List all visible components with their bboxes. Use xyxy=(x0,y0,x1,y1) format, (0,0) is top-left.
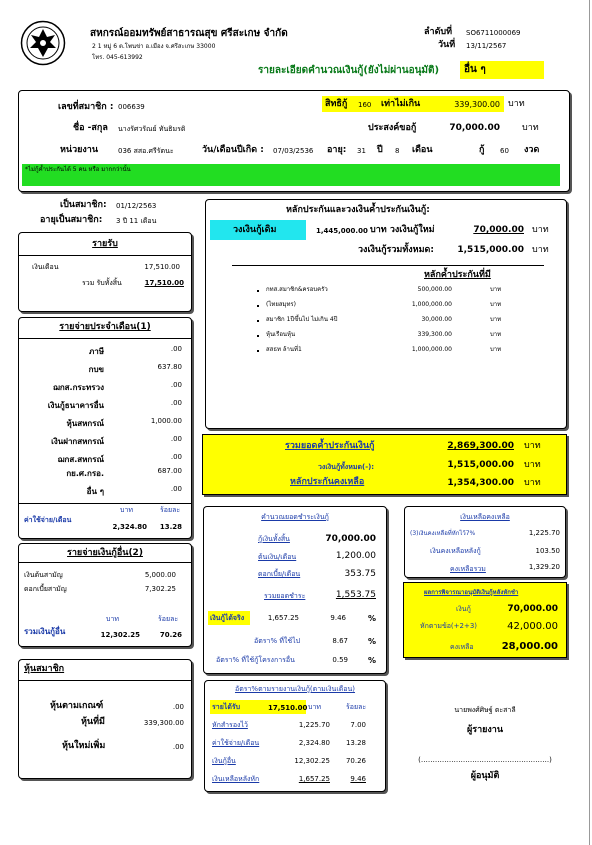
net-loan-label: เงินกู้ xyxy=(456,605,471,613)
calc-interest-label: ดอกเบี้ย/เดือน xyxy=(258,570,301,578)
exp-item-value: 687.00 xyxy=(157,467,182,475)
net-deduct-label: หักตามข้อ(+2+3) xyxy=(420,622,478,630)
reporter-title: ผู้รายงาน xyxy=(466,725,504,735)
calc-real-value: 1,657.25 xyxy=(267,614,299,622)
exp-item-value: .00 xyxy=(170,381,182,389)
net-title: ผลการพิจารณาอนุมัติเงินกู้หลังหักชำ xyxy=(424,589,519,596)
collateral-unit: บาท xyxy=(490,301,502,308)
calc-other-value: 0.59 xyxy=(332,656,348,664)
max-value: 339,300.00 xyxy=(454,100,500,109)
org-phone: โทร. 045-613992 xyxy=(92,54,143,61)
since-value: 01/12/2563 xyxy=(116,202,157,210)
calc-pay-label: รวมยอดชำระ xyxy=(264,592,306,600)
remain-r2-label: เงินคงเหลือหลังกู้ xyxy=(430,547,481,555)
loan-principal-label: เงินต้นสามัญ xyxy=(24,571,63,579)
bullet-dot xyxy=(257,320,259,322)
shares-title: หุ้นสมาชิก xyxy=(24,664,65,674)
years-label: ปี xyxy=(377,145,383,155)
rate-baht-head: บาท xyxy=(308,703,321,711)
shares-new-label: หุ้นใหม่เพิ่ม xyxy=(62,741,106,751)
net-net-label: คงเหลือ xyxy=(450,643,474,651)
right-value: 160 xyxy=(358,101,372,109)
shares-new-value: .00 xyxy=(172,743,184,751)
loan-label: กู้ xyxy=(479,145,485,155)
max-baht: บาท xyxy=(508,99,525,109)
total-loan-label: วงเงินกู้รวมทั้งหมด: xyxy=(358,245,434,255)
approver-blank: (……………………………………………….) xyxy=(418,756,552,764)
exp-item-value: .00 xyxy=(170,435,182,443)
calc-interest-value: 353.75 xyxy=(344,569,376,579)
exp-item-label: ฌกส.กระทรวง xyxy=(52,383,104,392)
calc-principal-value: 1,200.00 xyxy=(335,551,376,561)
months-label: เดือน xyxy=(412,145,433,155)
exp-item-label: อื่น ๆ xyxy=(86,487,104,496)
loan-pct-head: ร้อยละ xyxy=(158,615,179,623)
income-total: 17,510.00 xyxy=(144,279,184,287)
rate-row-pct: 13.28 xyxy=(345,739,366,747)
loan-principal-value: 5,000.00 xyxy=(144,571,176,579)
new-loan-baht: บาท xyxy=(532,225,549,235)
calc-real-label: เงินกู้ได้จริง xyxy=(210,614,245,622)
collateral-unit: บาท xyxy=(490,286,502,293)
loan-exp-divider xyxy=(18,562,192,563)
guarantee-divider xyxy=(232,265,544,266)
exp-sum-label: ค่าใช้จ่าย/เดือน xyxy=(24,516,72,524)
calc-rate-label: อัตรา% ที่ใช้ไป xyxy=(254,637,301,645)
exp-item-value: 637.80 xyxy=(157,363,182,371)
shares-have-value: 339,300.00 xyxy=(143,719,184,727)
monthly-exp-sum-divider xyxy=(18,503,192,504)
member-age-value: 3 ปี 11 เดือน xyxy=(116,217,157,225)
collateral-value: 1,000,000.00 xyxy=(411,346,452,353)
summary-remain-label: หลักประกันคงเหลือ xyxy=(290,477,365,487)
reporter-name: นายพงศ์ศิษฐ์ ตะสาลี xyxy=(454,706,516,714)
exp-item-label: หุ้นสหกรณ์ xyxy=(66,419,104,428)
monthly-exp-title: รายจ่ายประจำเดือน(1) xyxy=(59,322,151,332)
rate-income-value: 17,510.00 xyxy=(268,704,308,712)
rate-row-value: 1,225.70 xyxy=(298,721,330,729)
collateral-label: (ไทยสมุทร) xyxy=(266,301,296,308)
rate-row-label: หักสำรองไว้ xyxy=(212,721,248,729)
date-label: วันที่ xyxy=(438,40,456,50)
loan-baht-head: บาท xyxy=(106,615,119,623)
right-label: สิทธิกู้ xyxy=(325,99,348,109)
summary-total-label: รวมยอดค้ำประกันเงินกู้ xyxy=(285,441,375,451)
calc-pay-value: 1,553.75 xyxy=(335,590,376,600)
calc-rate-pct-sign: % xyxy=(368,637,377,646)
org-logo xyxy=(20,20,66,66)
collateral-unit: บาท xyxy=(490,346,502,353)
member-name: นางรัศวรัณย์ ทันธิมรติ xyxy=(118,125,186,133)
age-label: อายุ: xyxy=(327,145,347,155)
remain-r3-label: คงเหลือรวม xyxy=(450,565,486,573)
summary-total-baht: บาท xyxy=(524,441,541,451)
exp-item-label: เงินกู้ธนาคารอื่น xyxy=(47,401,104,410)
remain-r2-value: 103.50 xyxy=(535,547,560,555)
new-loan-label: บาท วงเงินกู้ใหม่ xyxy=(370,225,435,235)
loan-sum-value: 12,302.25 xyxy=(100,631,140,639)
collateral-unit: บาท xyxy=(490,331,502,338)
calc-title: คำนวณยอดชำระเงินกู้ xyxy=(261,513,329,521)
calc-real-pct-sign: % xyxy=(368,614,377,623)
max-label: เท่าไม่เกิน xyxy=(381,99,421,109)
exp-item-value: .00 xyxy=(170,485,182,493)
net-deduct-value: 42,000.00 xyxy=(507,621,558,632)
salary-value: 17,510.00 xyxy=(144,263,180,271)
summary-remain-value: 1,354,300.00 xyxy=(447,478,514,488)
exp-sum-value: 2,324.80 xyxy=(112,523,147,531)
rate-income-label: รายได้รับ xyxy=(212,703,241,711)
rate-pct-head: ร้อยละ xyxy=(346,703,367,711)
net-loan-value: 70,000.00 xyxy=(507,604,558,614)
rate-row-label: เงินเหลือหลังหัก xyxy=(212,775,260,783)
calc-other-label: อัตรา% ที่ใช้กู้โครงการอื่น xyxy=(216,656,295,664)
collateral-value: 500,000.00 xyxy=(417,286,452,293)
rate-row-value: 1,657.25 xyxy=(298,775,330,783)
calc-principal-label: ต้นเงิน/เดือน xyxy=(258,553,297,561)
shares-buy-label: หุ้นตามเกณฑ์ xyxy=(50,701,104,711)
calc-loan-value: 70,000.00 xyxy=(325,534,376,544)
date-value: 13/11/2567 xyxy=(466,42,507,50)
collateral-value: 1,000,000.00 xyxy=(411,301,452,308)
loan-interest-value: 7,302.25 xyxy=(144,585,176,593)
purpose-baht: บาท xyxy=(522,123,539,133)
monthly-exp-divider xyxy=(18,338,192,339)
purpose-value: 70,000.00 xyxy=(449,123,500,133)
bullet-dot xyxy=(257,335,259,337)
seq-label: ลำดับที่ xyxy=(424,27,453,37)
rate-title: อัตรา%ตามรายงานเงินกู้(ตามเงินเดือน) xyxy=(234,685,356,693)
exp-baht-head: บาท xyxy=(120,506,133,514)
rate-row-value: 12,302.25 xyxy=(294,757,330,765)
exp-item-value: .00 xyxy=(170,399,182,407)
exp-item-label: ภาษี xyxy=(88,347,104,356)
member-name-label: ชื่อ -สกุล xyxy=(73,123,108,133)
loan-type: อื่น ๆ xyxy=(464,64,486,75)
bullet-dot xyxy=(257,305,259,307)
org-name: สหกรณ์ออมทรัพย์สาธารณสุข ศรีสะเกษ จำกัด xyxy=(90,28,288,39)
loan-periods: 60 xyxy=(500,147,509,155)
summary-total-value: 2,869,300.00 xyxy=(447,441,514,451)
guarantee-title: หลักประกันและวงเงินค้ำประกันเงินกู้: xyxy=(286,205,430,215)
calc-real-pct: 9.46 xyxy=(330,614,346,622)
exp-sum-pct: 13.28 xyxy=(159,523,182,531)
calc-other-pct-sign: % xyxy=(368,656,377,665)
collateral-label: สสธท ล้านที่1 xyxy=(266,346,302,353)
member-age-label: อายุเป็นสมาชิก: xyxy=(40,215,103,225)
summary-remain-baht: บาท xyxy=(524,478,541,488)
approver-title: ผู้อนุมัติ xyxy=(470,771,500,781)
loan-exp-title: รายจ่ายเงินกู้อื่น(2) xyxy=(67,548,143,558)
total-loan-value: 1,515,000.00 xyxy=(457,245,524,255)
exp-item-label: ฌกส.สหกรณ์ xyxy=(57,455,104,464)
purpose-label: ประสงค์ขอกู้ xyxy=(368,123,417,133)
shares-have-label: หุ้นที่มี xyxy=(81,717,105,727)
exp-item-value: 1,000.00 xyxy=(150,417,182,425)
since-label: เป็นสมาชิก: xyxy=(60,200,107,210)
rate-row-pct: 7.00 xyxy=(350,721,366,729)
income-divider xyxy=(18,255,192,256)
rate-row-value: 2,324.80 xyxy=(298,739,330,747)
rate-row-label: ค่าใช้จ่าย/เดือน xyxy=(212,739,260,747)
shares-divider xyxy=(18,680,192,681)
collateral-unit: บาท xyxy=(490,316,502,323)
collateral-value: 30,000.00 xyxy=(421,316,452,323)
orig-value: 1,445,000.00 xyxy=(316,227,368,235)
remain-title: เงินเหลือคงเหลือ xyxy=(460,513,510,521)
exp-item-value: .00 xyxy=(170,453,182,461)
member-id: 006639 xyxy=(118,103,145,111)
remain-r1-label: (3)เงินคงเหลือที่หักไว้7% xyxy=(410,530,476,537)
period-label: งวด xyxy=(524,145,540,155)
salary-label: เงินเดือน xyxy=(32,263,59,271)
collateral-value: 339,300.00 xyxy=(417,331,452,338)
age-years: 31 xyxy=(357,147,366,155)
birth-value: 07/03/2536 xyxy=(273,147,314,155)
loan-interest-label: ดอกเบี้ยสามัญ xyxy=(24,585,67,593)
seq-value: SO6711000069 xyxy=(466,29,521,37)
summary-loan-baht: บาท xyxy=(524,460,541,470)
collateral-label: หุ้นเรือนหุ้น xyxy=(266,331,296,338)
calc-rate-value: 8.67 xyxy=(332,637,348,645)
remain-r3-value: 1,329.20 xyxy=(528,563,560,571)
note-text: *ไม่กู้ค้ำประกันได้ 5 คน หรือ มากกว่านั้น xyxy=(25,166,131,173)
exp-item-value: .00 xyxy=(170,345,182,353)
summary-loan-value: 1,515,000.00 xyxy=(447,460,514,470)
rate-row-pct: 9.46 xyxy=(350,775,366,783)
doc-title: รายละเอียดคำนวณเงินกู้(ยังไม่ผ่านอนุมัติ) xyxy=(258,65,440,76)
exp-item-label: กย.ศ.กรอ. xyxy=(66,469,104,478)
collateral-label: กทส.สมาชิก&ครอบครัว xyxy=(266,286,328,293)
net-net-value: 28,000.00 xyxy=(501,641,558,652)
page-edge xyxy=(589,0,590,845)
loan-sum-pct: 70.26 xyxy=(159,631,182,639)
bullet-dot xyxy=(257,290,259,292)
org-address: 2 1 หมู่ 6 ต.โพนข่า อ.เมือง จ.ศรีสะเกษ 33000 xyxy=(92,43,216,50)
bullet-dot xyxy=(257,350,259,352)
exp-pct-head: ร้อยละ xyxy=(160,506,181,514)
exp-item-label: เงินฝากสหกรณ์ xyxy=(51,437,104,446)
income-total-label: รวม รับทั้งสิ้น xyxy=(82,279,122,287)
loan-sum-label: รวมเงินกู้อื่น xyxy=(24,627,66,636)
summary-loan-label: วงเงินกู้ทั้งหมด(-): xyxy=(318,463,375,471)
age-months: 8 xyxy=(395,147,400,155)
collateral-title: หลักค้ำประกันที่มี xyxy=(424,270,491,280)
rate-row-pct: 70.26 xyxy=(345,757,366,765)
remain-r1-value: 1,225.70 xyxy=(528,529,560,537)
collateral-label: สมาชิก 1ปีขึ้นไป ไม่เกิน 4ปี xyxy=(266,316,338,323)
unit-label: หน่วยงาน xyxy=(60,145,99,155)
calc-loan-label: กู้เงินทั้งสิ้น xyxy=(258,535,290,543)
member-id-label: เลขที่สมาชิก : xyxy=(58,102,114,112)
rate-row-label: เงินกู้อื่น xyxy=(212,757,236,765)
shares-buy-value: .00 xyxy=(172,703,184,711)
total-loan-baht: บาท xyxy=(532,245,549,255)
exp-item-label: กบข xyxy=(88,365,104,374)
new-loan-value: 70,000.00 xyxy=(473,225,524,235)
orig-label: วงเงินกู้เดิม xyxy=(233,225,277,235)
unit-value: 036 สสอ.ศรีรัตนะ xyxy=(118,147,174,155)
birth-label: วัน/เดือนปีเกิด : xyxy=(202,145,264,155)
income-title: รายรับ xyxy=(92,239,118,249)
